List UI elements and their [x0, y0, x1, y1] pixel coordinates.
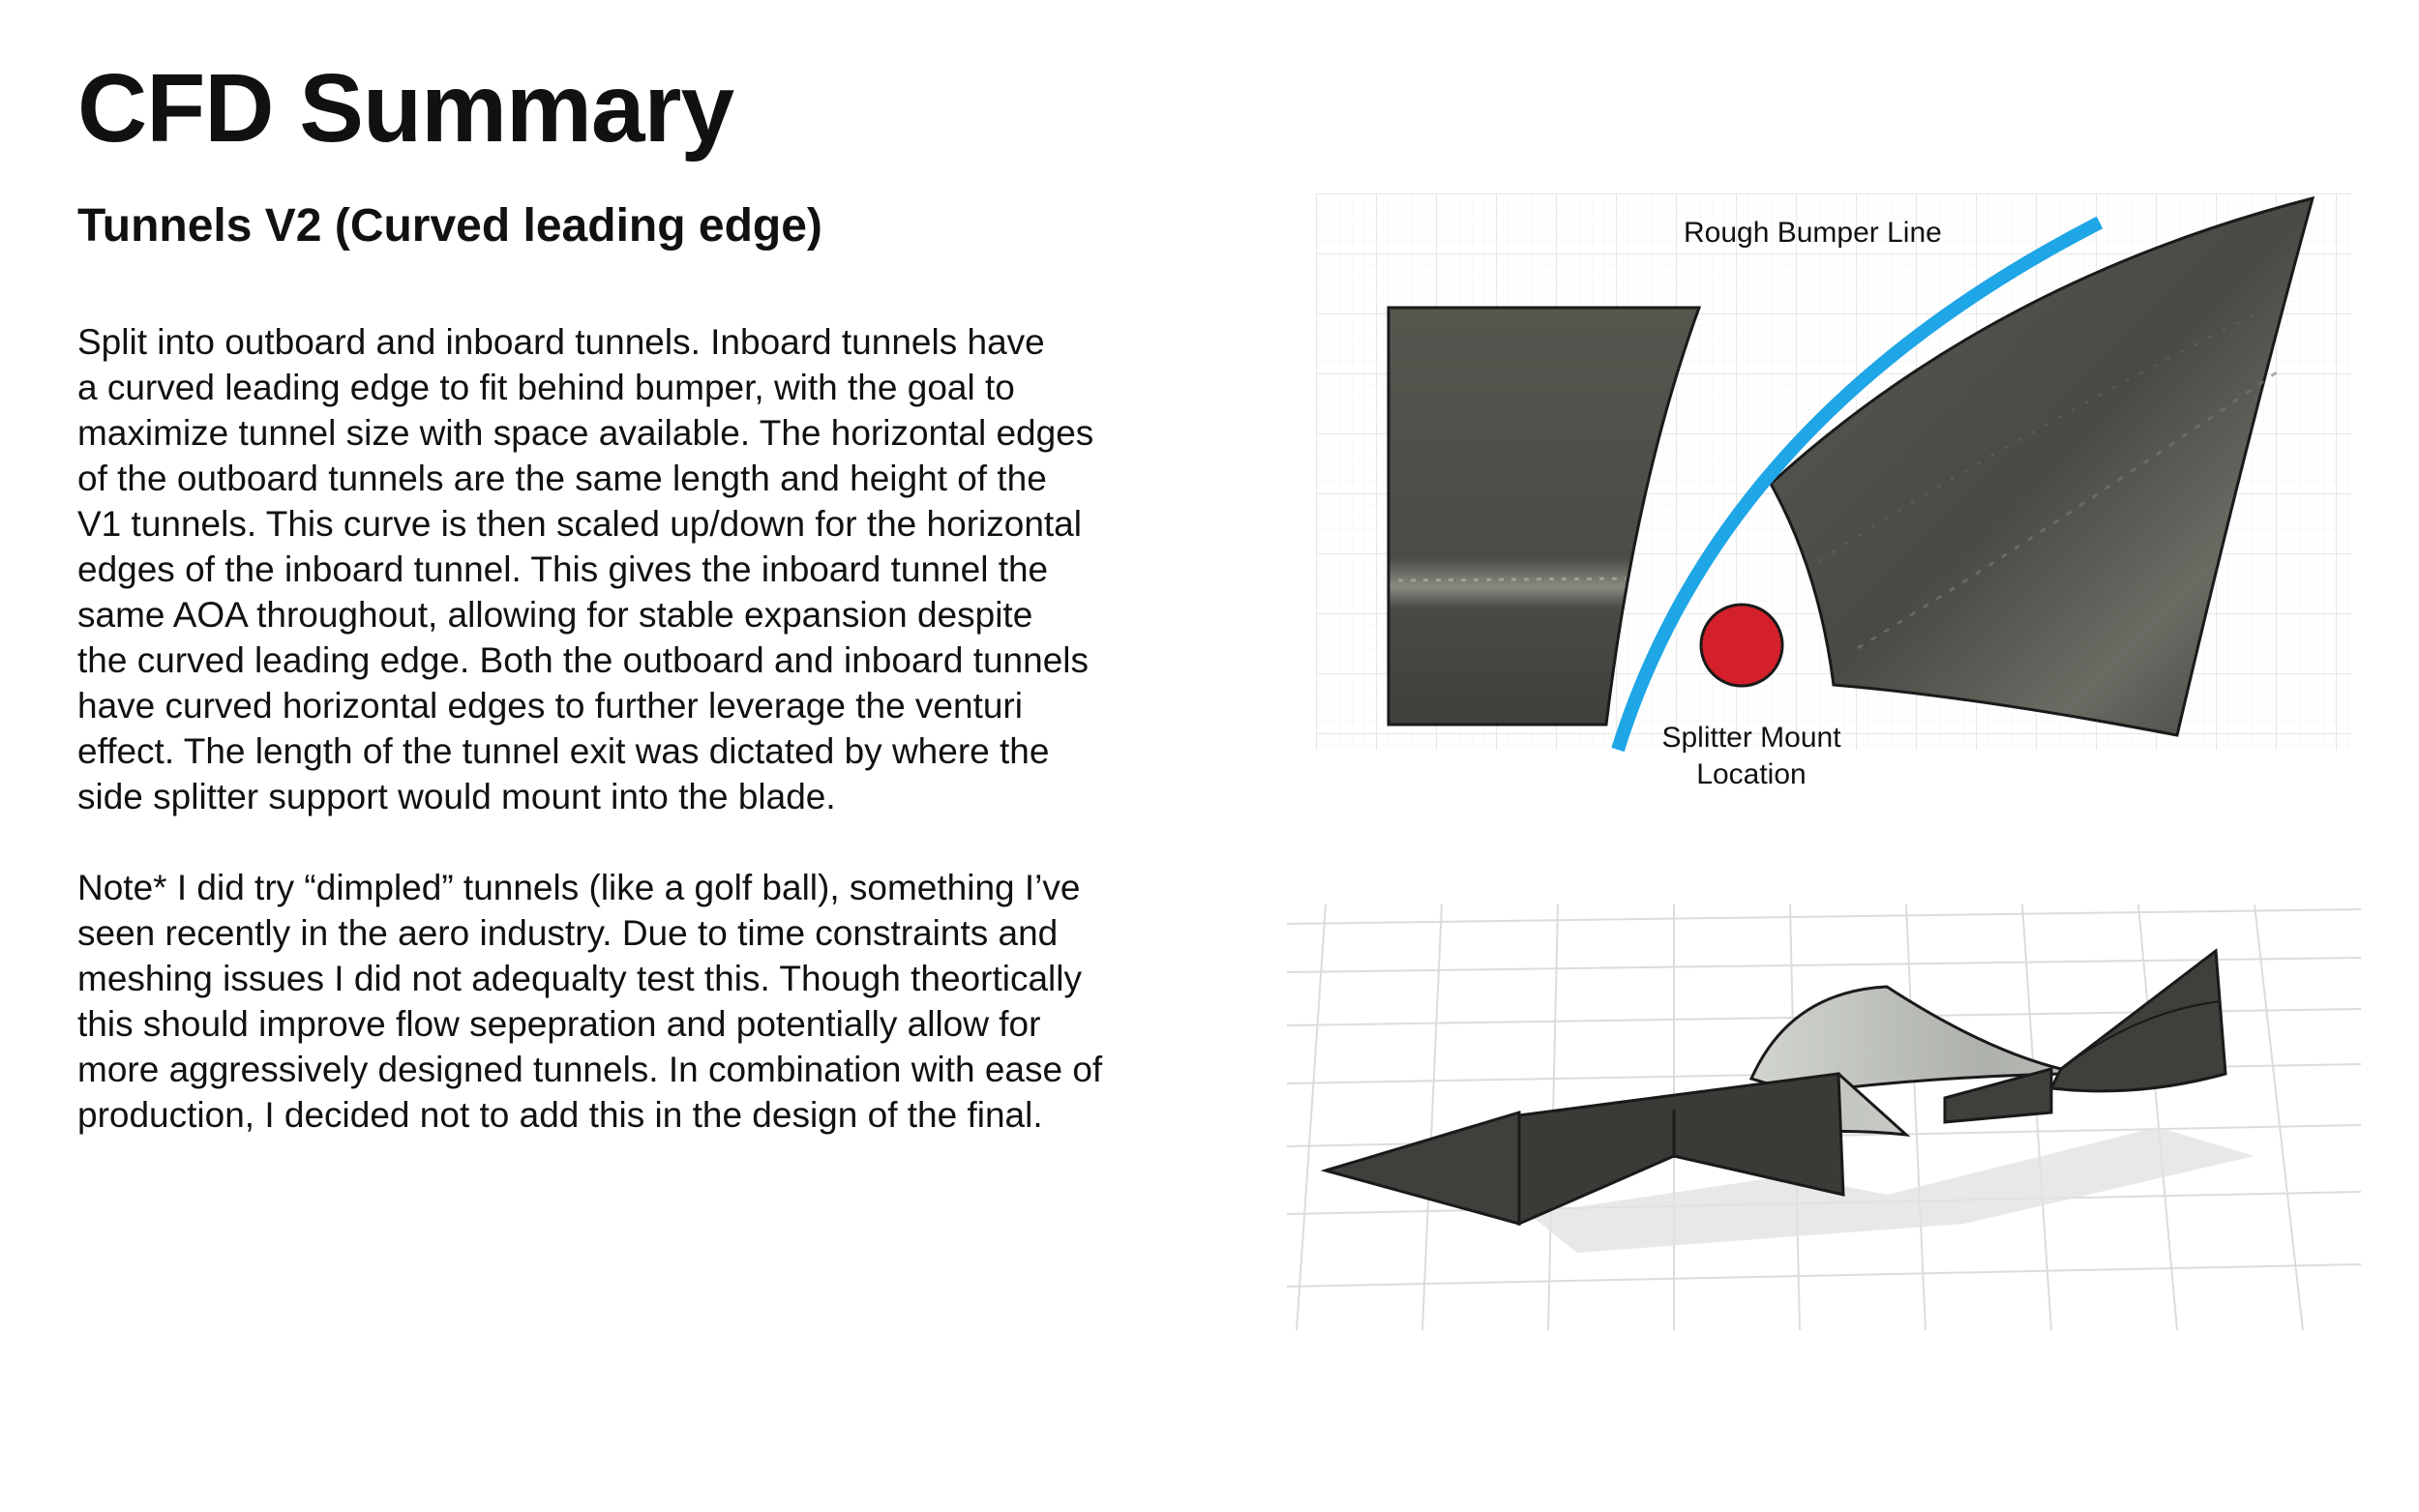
paragraph-description: Split into outboard and inboard tunnels. Inboard tunnels have a curved leading edge to fit behind bumper, with the goal to maximize tunnel size with space available. The horizontal edges of the outboard tunnels are the same length and height of the V1 tunnels. This curve is then scaled up/down for the horizontal edges of the inboard tunnel. This gives the inboard tunnel the same AOA throughout, allowing for stable expansion despite the curved leading edge. Both the outboard and inboard tunnels have curved horizontal edges to further leverage the venturi effect. The length of the tunnel exit was dictated by where the side splitter support would mount into the blade.	[77, 322, 1094, 816]
splitter-mount-marker	[1701, 605, 1782, 686]
splitter-mount-label-line1: Splitter Mount	[1661, 722, 1841, 754]
tunnel-plan-view-figure	[1316, 193, 2361, 822]
inboard-tunnel-side	[2051, 951, 2225, 1091]
body-text	[77, 319, 1161, 1138]
tunnel-isometric-view-figure	[1287, 904, 2361, 1330]
bumper-line-label: Rough Bumper Line	[1684, 217, 1942, 249]
paragraph-note: Note* I did try “dimpled” tunnels (like a golf ball), something I’ve seen recently in the aero industry. Due to time constraints and meshing issues I did not adequalty test this. Though theortically this should improve flow sepepration and potentially allow for more aggressively designed tunnels. In combination with ease of production, I decided not to add this in the design of the final.	[77, 868, 1103, 1135]
splitter-mount-label-line2: Location	[1696, 758, 1807, 790]
page-title: CFD Summary	[77, 54, 734, 163]
page-subtitle: Tunnels V2 (Curved leading edge)	[77, 200, 822, 252]
outboard-tunnel-side-front	[1326, 1112, 1519, 1224]
